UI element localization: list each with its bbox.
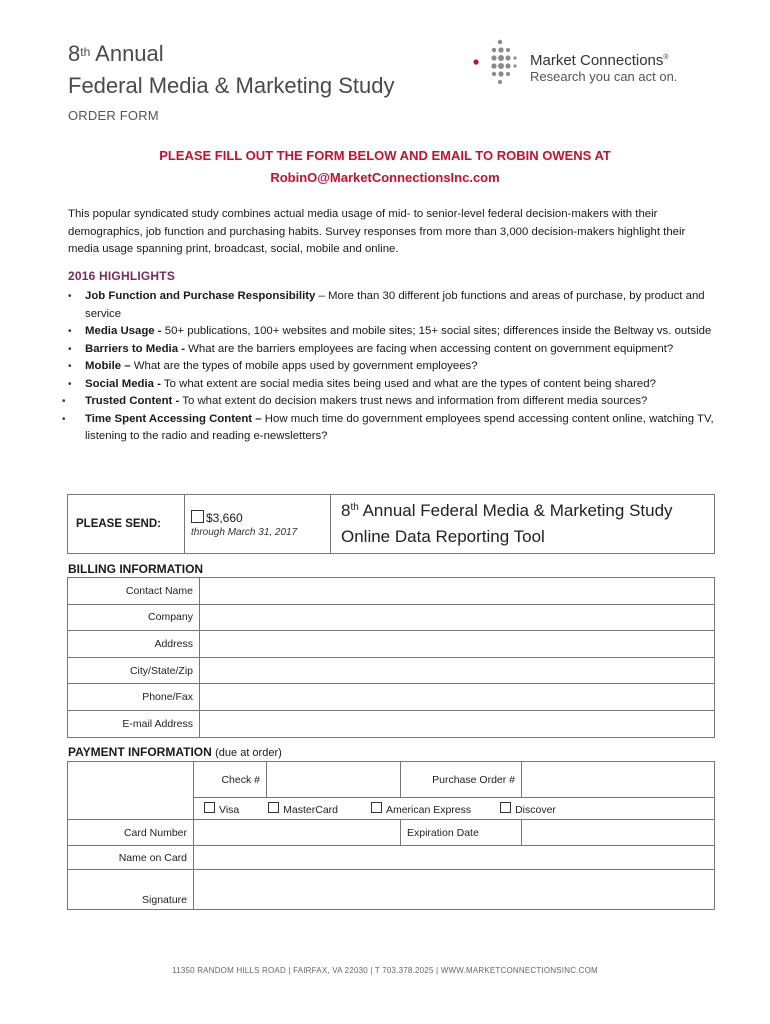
purchase-order-label: Purchase Order #: [401, 762, 522, 798]
bullet-icon: •: [68, 378, 72, 390]
bullet-icon: •: [68, 291, 72, 302]
price-deadline: through March 31, 2017: [191, 527, 298, 538]
table-row: [68, 631, 715, 658]
highlights-list: [60, 288, 720, 446]
payment-blank-cell: [68, 762, 194, 820]
logo-red-dot: [473, 59, 478, 64]
order-table: [67, 494, 715, 554]
table-row: [68, 710, 715, 737]
expiration-date-field[interactable]: [522, 820, 715, 846]
address-field[interactable]: [200, 631, 715, 658]
check-number-label: Check #: [194, 762, 267, 798]
american-express-option[interactable]: American Express: [371, 802, 471, 816]
billing-heading: BILLING INFORMATION: [68, 562, 204, 576]
highlights-heading: 2016 HIGHLIGHTS: [68, 269, 176, 283]
city-state-zip-label: City/State/Zip: [68, 657, 200, 684]
market-connections-logo: [470, 36, 700, 88]
email-address-label: E-mail Address: [68, 710, 200, 737]
check-number-field[interactable]: [267, 762, 401, 798]
table-row: [68, 684, 715, 711]
phone-fax-field[interactable]: [200, 684, 715, 711]
highlight-item: • Barriers to Media - What are the barriers employees are facing when accessing content on government equipment?: [60, 341, 720, 359]
highlight-item: • Media Usage - 50+ publications, 100+ websites and mobile sites; 15+ social sites; differences inside the Beltway vs. outside: [60, 323, 720, 341]
highlight-item: • Social Media - To what extent are social media sites being used and what are the types of content being shared?: [60, 376, 720, 394]
bullet-icon: •: [68, 361, 72, 372]
price-checkbox[interactable]: [191, 510, 204, 523]
bullet-icon: •: [68, 326, 72, 337]
card-type-options: [194, 798, 715, 820]
contact-email-link[interactable]: RobinO@MarketConnectionsInc.com: [270, 170, 500, 185]
logo-dots-icon: [470, 36, 530, 88]
payment-note: (due at order): [215, 747, 282, 759]
please-send-label: PLEASE SEND:: [68, 495, 185, 554]
billing-table: [67, 577, 715, 738]
purchase-order-field[interactable]: [522, 762, 715, 798]
price-value: $3,660: [206, 511, 243, 525]
highlight-item: • Mobile – What are the types of mobile apps used by government employees?: [60, 358, 720, 376]
visa-checkbox[interactable]: [204, 802, 215, 813]
order-form-subtitle: ORDER FORM: [68, 108, 159, 123]
phone-fax-label: Phone/Fax: [68, 684, 200, 711]
name-on-card-field[interactable]: [194, 846, 715, 870]
bullet-icon: •: [62, 413, 66, 425]
table-row: [68, 657, 715, 684]
contact-name-label: Contact Name: [68, 578, 200, 605]
discover-option[interactable]: Discover: [500, 802, 556, 816]
city-state-zip-field[interactable]: [200, 657, 715, 684]
company-label: Company: [68, 604, 200, 631]
intro-paragraph: This popular syndicated study combines actual media usage of mid- to senior-level federal decision-makers with their demographics, job function and purchasing habits. Survey responses from more than 3,000 decision-makers highlight their media usage spanning print, broadcast, social, mobile and online.: [68, 208, 686, 255]
logo-trademark: ®: [663, 54, 669, 61]
mastercard-option[interactable]: MasterCard: [268, 802, 338, 816]
bullet-icon: •: [68, 343, 72, 355]
american-express-checkbox[interactable]: [371, 802, 382, 813]
instructions-line: PLEASE FILL OUT THE FORM BELOW AND EMAIL TO ROBIN OWENS AT: [159, 148, 611, 163]
highlight-item: • Time Spent Accessing Content – How much time do government employees spend accessing content online, watching TV, listening to the radio and reading e-newsletters?: [62, 412, 714, 442]
company-field[interactable]: [200, 604, 715, 631]
logo-tagline: Research you can act on.: [530, 69, 678, 84]
highlight-item: • Job Function and Purchase Responsibility – More than 30 different job functions and areas of purchase, by product and service: [68, 290, 705, 320]
discover-checkbox[interactable]: [500, 802, 511, 813]
signature-field[interactable]: [194, 870, 715, 910]
price-option[interactable]: [185, 495, 331, 554]
logo-wordmark: [530, 50, 677, 85]
bullet-icon: •: [62, 396, 66, 407]
card-number-label: Card Number: [68, 820, 194, 846]
visa-option[interactable]: Visa: [204, 802, 239, 816]
table-row: [68, 604, 715, 631]
signature-label: Signature: [68, 870, 194, 910]
payment-heading: PAYMENT INFORMATION (due at order): [68, 745, 282, 759]
highlight-item: • Trusted Content - To what extent do decision makers trust news and information from different media sources?: [60, 393, 720, 411]
expiration-date-label: Expiration Date: [401, 820, 522, 846]
mastercard-checkbox[interactable]: [268, 802, 279, 813]
card-number-field[interactable]: [194, 820, 401, 846]
contact-name-field[interactable]: [200, 578, 715, 605]
email-address-field[interactable]: [200, 710, 715, 737]
address-label: Address: [68, 631, 200, 658]
name-on-card-label: Name on Card: [68, 846, 194, 870]
footer-address: 11350 RANDOM HILLS ROAD | FAIRFAX, VA 22030 | T 703.378.2025 | WWW.MARKETCONNECTIONSINC.COM: [172, 966, 598, 975]
page-title: [68, 38, 395, 102]
product-name: 8th Annual Federal Media & Marketing Study Online Data Reporting Tool: [331, 495, 715, 554]
title-line-2: Federal Media & Marketing Study: [68, 73, 395, 98]
payment-table: [67, 761, 715, 910]
logo-name: Market Connections: [530, 52, 664, 69]
title-line-1: 8th Annual: [68, 41, 164, 66]
table-row: [68, 578, 715, 605]
